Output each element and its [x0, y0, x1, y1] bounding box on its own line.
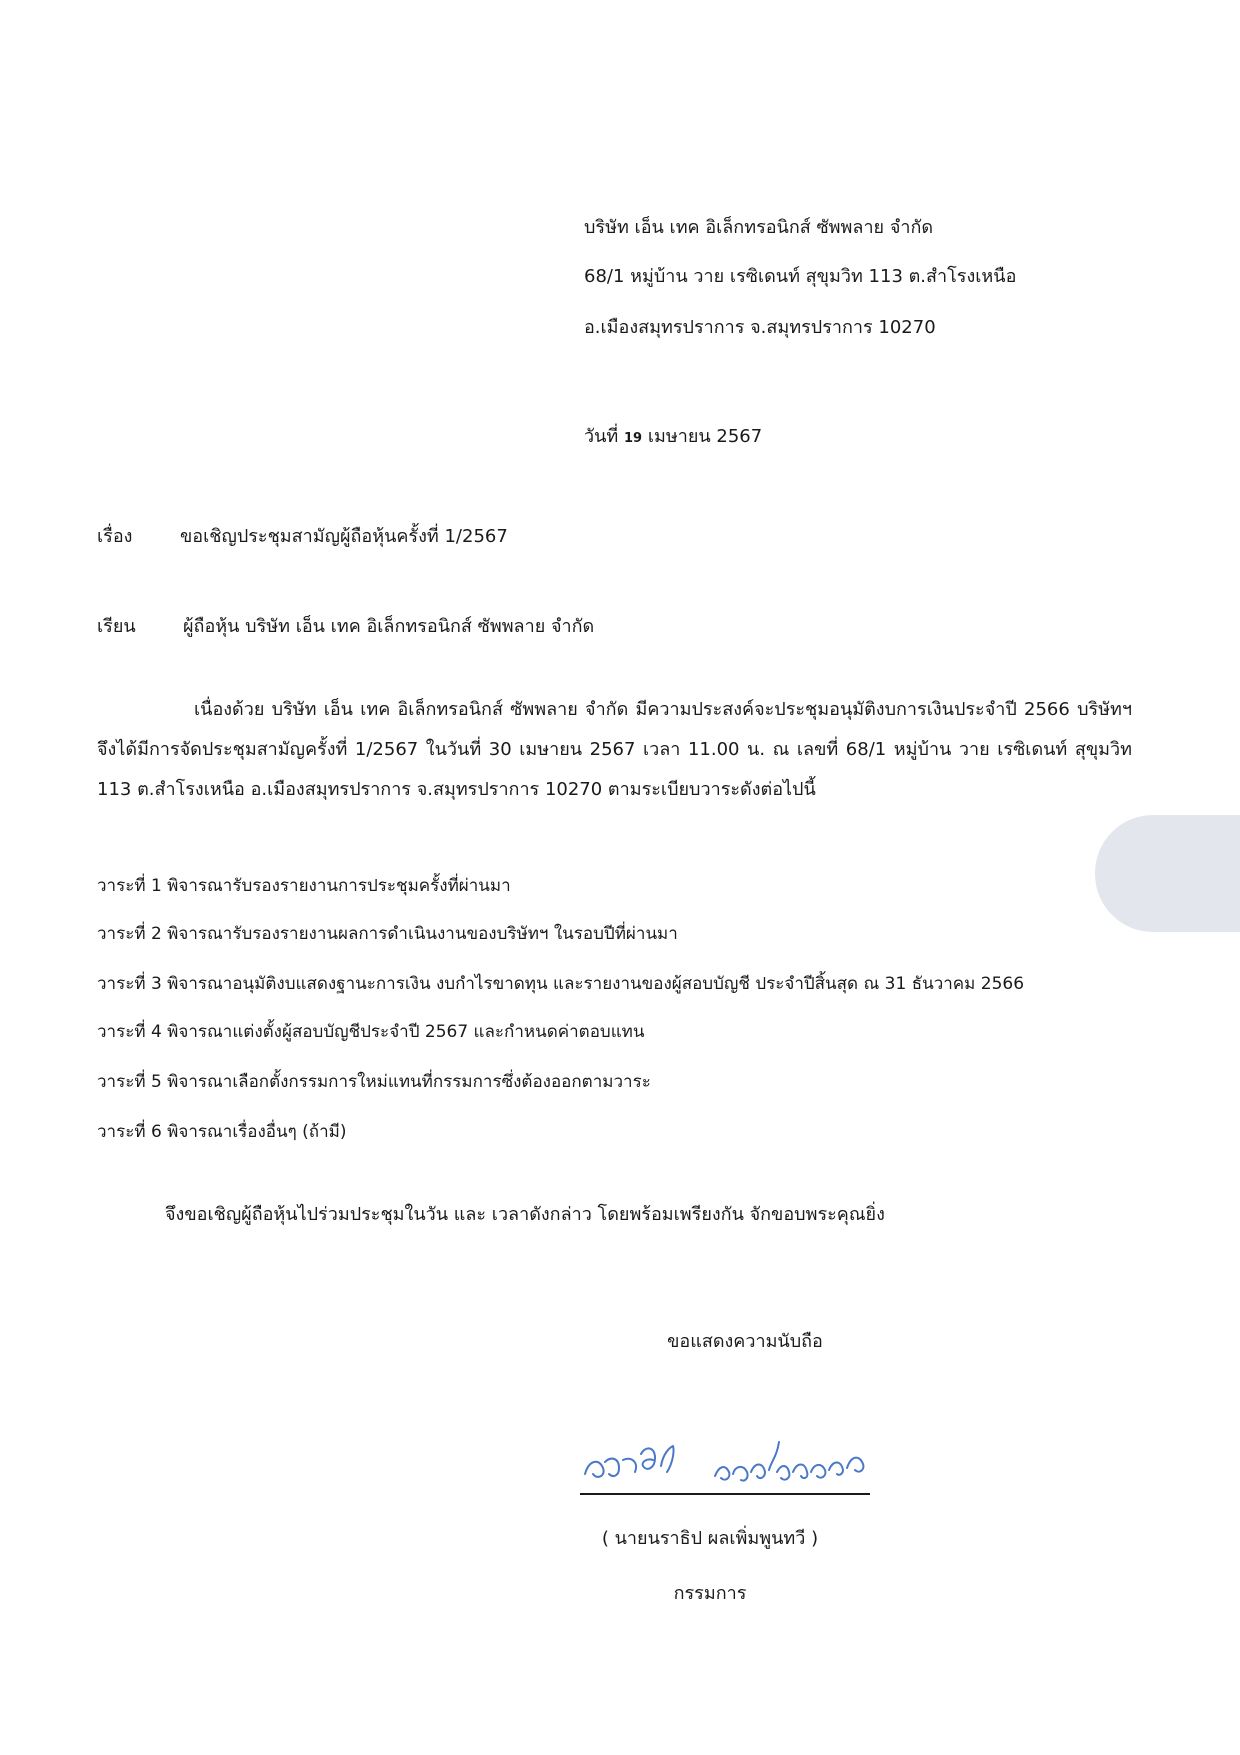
date-day: 19	[624, 431, 643, 446]
sign-off: ขอแสดงความนับถือ	[667, 1331, 823, 1352]
agenda-item: วาระที่ 5 พิจารณาเลือกตั้งกรรมการใหม่แทนที่กรรมการซึ่งต้องออกตามวาระ	[97, 1072, 651, 1092]
closing-paragraph: จึงขอเชิญผู้ถือหุ้นไปร่วมประชุมในวัน และ เวลาดังกล่าว โดยพร้อมเพรียงกัน จักขอบพระคุณยิ่ง	[165, 1204, 885, 1225]
agenda-item: วาระที่ 2 พิจารณารับรองรายงานผลการดำเนินงานของบริษัทฯ ในรอบปีที่ผ่านมา	[97, 924, 678, 944]
side-tab-handle[interactable]	[1095, 815, 1240, 932]
agenda-item: วาระที่ 4 พิจารณาแต่งตั้งผู้สอบบัญชีประจำปี 2567 และกำหนดค่าตอบแทน	[97, 1022, 645, 1042]
signatory-title: กรรมการ	[673, 1583, 747, 1604]
date-rest: เมษายน 2567	[647, 426, 763, 447]
agenda-item: วาระที่ 3 พิจารณาอนุมัติงบแสดงฐานะการเงิน งบกำไรขาดทุน และรายงานของผู้สอบบัญชี ประจำปีสิ้นสุด ณ 31 ธันวาคม 2566	[97, 974, 1025, 994]
handwritten-signature	[565, 1432, 915, 1502]
signatory-name: ( นายนราธิป ผลเพิ่มพูนทวี )	[601, 1528, 819, 1549]
company-address-line2: อ.เมืองสมุทรปราการ จ.สมุทรปราการ 10270	[584, 317, 936, 338]
subject-text: ขอเชิญประชุมสามัญผู้ถือหุ้นครั้งที่ 1/2567	[180, 526, 508, 547]
agenda-item: วาระที่ 1 พิจารณารับรองรายงานการประชุมครั้งที่ผ่านมา	[97, 876, 511, 896]
letter-date	[584, 425, 762, 451]
body-paragraph	[97, 690, 1132, 810]
agenda-item: วาระที่ 6 พิจารณาเรื่องอื่นๆ (ถ้ามี)	[97, 1122, 347, 1142]
recipient-text: ผู้ถือหุ้น บริษัท เอ็น เทค อิเล็กทรอนิกส์ ซัพพลาย จำกัด	[183, 616, 595, 637]
company-address-line1: 68/1 หมู่บ้าน วาย เรซิเดนท์ สุขุมวิท 113 ต.สำโรงเหนือ	[584, 266, 1017, 287]
body-paragraph-text: เนื่องด้วย บริษัท เอ็น เทค อิเล็กทรอนิกส์ ซัพพลาย จำกัด มีความประสงค์จะประชุมอนุมัติงบการเงินประจำปี 2566 บริษัทฯ จึงได้มีการจัดประชุมสามัญครั้งที่ 1/2567 ในวันที่ 30 เมษายน 2567 เวลา 11.00 น. ณ เลขที่ 68/1 หมู่บ้าน วาย เรซิเดนท์ สุขุมวิท 113 ต.สำโรงเหนือ อ.เมืองสมุทรปราการ จ.สมุทรปราการ 10270 ตามระเบียบวาระดังต่อไปนี้	[97, 699, 1132, 800]
company-name: บริษัท เอ็น เทค อิเล็กทรอนิกส์ ซัพพลาย จำกัด	[584, 217, 934, 238]
recipient-label: เรียน	[97, 616, 136, 637]
subject-label: เรื่อง	[97, 526, 133, 547]
date-prefix: วันที่	[584, 426, 619, 447]
